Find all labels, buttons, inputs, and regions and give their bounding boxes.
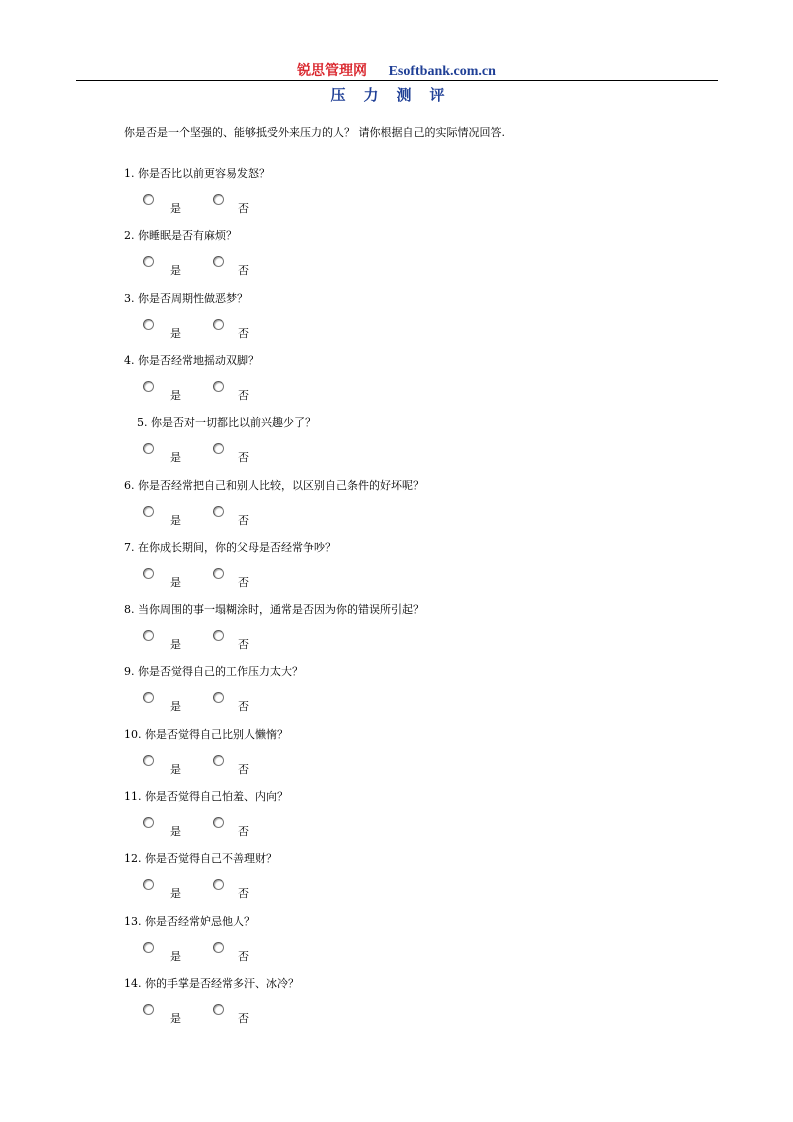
radio-no[interactable] — [213, 942, 224, 953]
answer-options — [143, 194, 343, 214]
radio-yes[interactable] — [143, 381, 154, 392]
radio-yes[interactable] — [143, 256, 154, 267]
option-no-label: 否 — [238, 388, 249, 402]
option-yes-label: 是 — [170, 825, 181, 838]
radio-yes[interactable] — [143, 443, 154, 454]
radio-no[interactable] — [213, 692, 224, 703]
option-yes-label: 是 — [170, 575, 181, 589]
radio-yes[interactable] — [143, 692, 154, 703]
question-text: 7. 在你成长期间，你的父母是否经常争吵？ — [124, 540, 336, 554]
option-no-label: 否 — [238, 326, 249, 340]
question-text: 14. 你的手掌是否经常多汗、冰冷？ — [124, 976, 299, 990]
option-yes-label: 是 — [170, 326, 181, 340]
answer-options — [143, 817, 343, 837]
answer-options — [143, 568, 343, 588]
radio-yes[interactable] — [143, 630, 154, 641]
option-no-label: 否 — [238, 700, 249, 714]
header-divider — [76, 80, 718, 81]
option-yes-label: 是 — [170, 202, 181, 215]
option-no-label: 否 — [238, 202, 249, 215]
question-text: 8. 当你周围的事一塌糊涂时，通常是否因为你的错误所引起？ — [124, 603, 424, 617]
option-yes-label: 是 — [170, 949, 181, 963]
radio-no[interactable] — [213, 630, 224, 641]
radio-no[interactable] — [213, 755, 224, 766]
page-title: 压力测评 — [330, 86, 463, 104]
radio-no[interactable] — [213, 817, 224, 828]
radio-yes[interactable] — [143, 942, 154, 953]
option-no-label: 否 — [238, 762, 249, 776]
radio-yes[interactable] — [143, 817, 154, 828]
option-yes-label: 是 — [170, 700, 181, 714]
question-text: 9. 你是否觉得自己的工作压力太大？ — [124, 665, 303, 679]
site-name-en: Esoftbank.com.cn — [388, 64, 496, 79]
answer-options — [143, 256, 343, 276]
question-text: 13. 你是否经常妒忌他人？ — [124, 914, 255, 928]
radio-no[interactable] — [213, 319, 224, 330]
radio-yes[interactable] — [143, 879, 154, 890]
radio-no[interactable] — [213, 879, 224, 890]
option-no-label: 否 — [238, 887, 249, 901]
option-yes-label: 是 — [170, 513, 181, 527]
option-yes-label: 是 — [170, 887, 181, 901]
option-no-label: 否 — [238, 1011, 249, 1025]
option-no-label: 否 — [238, 513, 249, 527]
option-yes-label: 是 — [170, 388, 181, 402]
answer-options — [143, 942, 343, 962]
radio-yes[interactable] — [143, 568, 154, 579]
site-header — [0, 60, 793, 80]
option-no-label: 否 — [238, 451, 249, 465]
question-text: 11. 你是否觉得自己怕羞、内向？ — [124, 790, 288, 803]
radio-no[interactable] — [213, 1004, 224, 1015]
answer-options — [143, 1004, 343, 1024]
option-yes-label: 是 — [170, 638, 181, 652]
answer-options — [143, 443, 343, 463]
option-yes-label: 是 — [170, 264, 181, 278]
option-no-label: 否 — [238, 638, 249, 652]
question-text: 10. 你是否觉得自己比别人懒惰？ — [124, 727, 288, 741]
radio-no[interactable] — [213, 443, 224, 454]
answer-options — [143, 381, 343, 401]
option-no-label: 否 — [238, 264, 249, 278]
site-name-cn: 锐思管理网 — [297, 64, 368, 79]
radio-no[interactable] — [213, 568, 224, 579]
radio-yes[interactable] — [143, 506, 154, 517]
option-no-label: 否 — [238, 575, 249, 589]
answer-options — [143, 630, 343, 650]
radio-no[interactable] — [213, 381, 224, 392]
radio-yes[interactable] — [143, 1004, 154, 1015]
radio-yes[interactable] — [143, 755, 154, 766]
answer-options — [143, 879, 343, 899]
radio-no[interactable] — [213, 194, 224, 205]
radio-no[interactable] — [213, 506, 224, 517]
question-text: 12. 你是否觉得自己不善理财？ — [124, 852, 277, 866]
question-text: 6. 你是否经常把自己和别人比较，以区别自己条件的好坏呢？ — [124, 478, 424, 492]
question-text: 1. 你是否比以前更容易发怒？ — [124, 167, 270, 180]
radio-yes[interactable] — [143, 194, 154, 205]
radio-no[interactable] — [213, 256, 224, 267]
option-yes-label: 是 — [170, 762, 181, 776]
intro-text: 你是否是一个坚强的、能够抵受外来压力的人？ 请你根据自己的实际情况回答. — [124, 126, 505, 139]
answer-options — [143, 319, 343, 339]
question-text: 5. 你是否对一切都比以前兴趣少了？ — [137, 416, 316, 430]
option-yes-label: 是 — [170, 1011, 181, 1025]
option-yes-label: 是 — [170, 451, 181, 465]
answer-options — [143, 506, 343, 526]
question-text: 2. 你睡眠是否有麻烦？ — [124, 229, 237, 243]
question-text: 3. 你是否周期性做恶梦？ — [124, 291, 248, 305]
answer-options — [143, 755, 343, 775]
radio-yes[interactable] — [143, 319, 154, 330]
question-text: 4. 你是否经常地摇动双脚？ — [124, 353, 259, 367]
answer-options — [143, 692, 343, 712]
option-no-label: 否 — [238, 825, 249, 838]
option-no-label: 否 — [238, 949, 249, 963]
